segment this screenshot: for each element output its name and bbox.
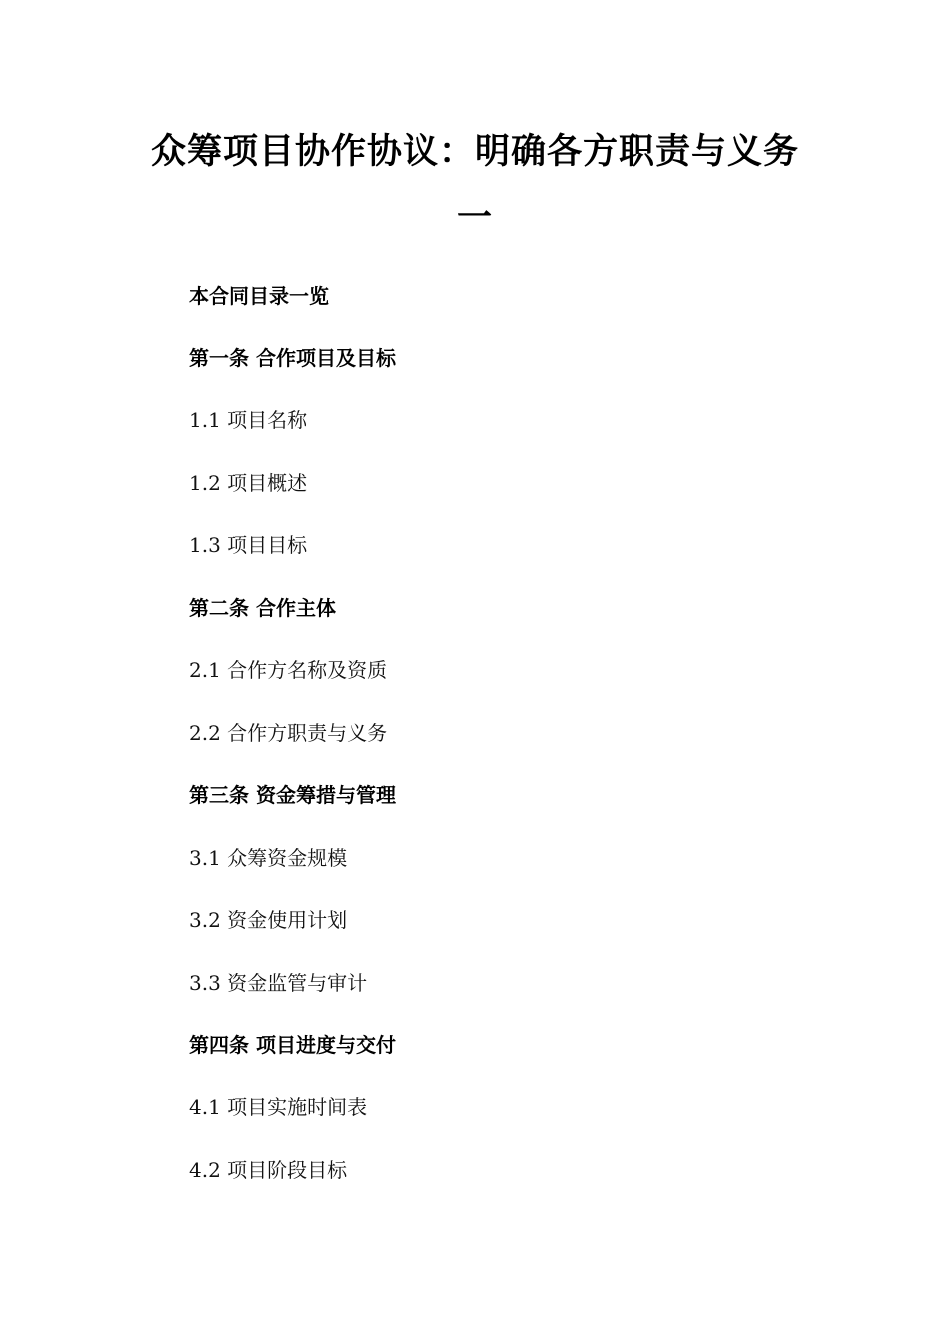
toc-article-3: 第三条 资金筹措与管理 [189,783,396,807]
toc-item-3-3: 3.3 资金监管与审计 [189,971,368,995]
toc-heading: 本合同目录一览 [189,284,329,308]
toc-item-3-2: 3.2 资金使用计划 [189,908,348,932]
toc-item-1-2: 1.2 项目概述 [189,471,308,495]
toc-item-1-3: 1.3 项目目标 [189,533,308,557]
toc-item-1-1: 1.1 项目名称 [189,408,308,432]
toc-article-1: 第一条 合作项目及目标 [189,346,396,370]
document-title-line-1: 众筹项目协作协议：明确各方职责与义务 [150,131,799,172]
toc-item-2-2: 2.2 合作方职责与义务 [189,721,388,745]
document-title-line-2: 一 [456,197,493,238]
toc-article-2: 第二条 合作主体 [189,596,336,620]
toc-item-3-1: 3.1 众筹资金规模 [189,846,348,870]
toc-article-4: 第四条 项目进度与交付 [189,1033,396,1057]
toc-item-4-1: 4.1 项目实施时间表 [189,1095,368,1119]
toc-item-2-1: 2.1 合作方名称及资质 [189,658,388,682]
toc-item-4-2: 4.2 项目阶段目标 [189,1158,348,1182]
